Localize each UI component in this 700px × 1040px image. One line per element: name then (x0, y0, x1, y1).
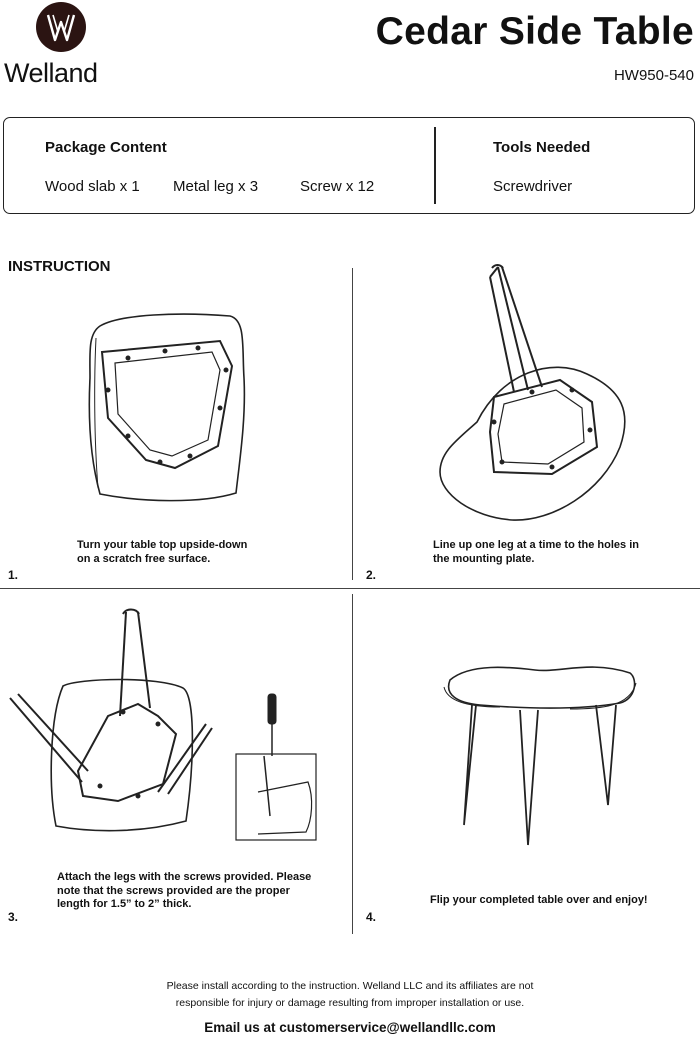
step-text-line: Attach the legs with the screws provided. Please (57, 871, 312, 883)
contact-email: Email us at customerservice@wellandllc.com (204, 1020, 496, 1035)
step-text-line: Line up one leg at a time to the holes in (433, 539, 639, 551)
step-text-line: length for 1.5” to 2” thick. (57, 898, 192, 910)
brand-logo (4, 2, 122, 88)
step-number: 4. (366, 910, 377, 924)
grid-divider-vertical-bottom (352, 594, 353, 934)
step-2-text (433, 539, 639, 566)
step-1-illustration (80, 308, 250, 508)
step-text-line: the mounting plate. (433, 552, 535, 565)
package-item: Screw x 12 (300, 178, 375, 195)
step-4-text (430, 894, 648, 908)
model-number: HW950-540 (613, 67, 694, 84)
disclaimer (0, 978, 700, 1012)
instruction-heading: INSTRUCTION (8, 258, 111, 275)
package-item: Metal leg x 3 (173, 178, 259, 195)
step-number: 1. (8, 568, 19, 582)
grid-divider-vertical-top (352, 268, 353, 580)
step-text-line: on a scratch free surface. (77, 552, 211, 565)
step-1-text (77, 539, 247, 566)
package-content-heading: Package Content (45, 139, 167, 156)
step-4-illustration (440, 655, 640, 855)
page-title: Cedar Side Table (375, 10, 694, 53)
tool-item: Screwdriver (493, 178, 573, 195)
step-number: 2. (366, 568, 377, 582)
box-divider (434, 127, 436, 204)
disclaimer-line: responsible for injury or damage resulting from improper installation or use. (175, 997, 525, 1009)
step-2-illustration (432, 262, 642, 532)
package-content-box (3, 117, 695, 214)
step-3-text (57, 871, 311, 912)
brand-name: Welland (4, 58, 98, 88)
step-number: 3. (8, 910, 19, 924)
step-text-line: Flip your completed table over and enjoy! (430, 894, 648, 906)
step-3-illustration (8, 606, 318, 846)
disclaimer-line: Please install according to the instruction. Welland LLC and its affiliates are not (166, 980, 534, 992)
welland-logo-icon (36, 2, 86, 52)
step-text-line: Turn your table top upside-down (77, 539, 248, 551)
package-item: Wood slab x 1 (45, 178, 140, 195)
tools-needed-heading: Tools Needed (493, 139, 591, 156)
grid-divider-horizontal (0, 588, 700, 589)
step-text-line: note that the screws provided are the proper (57, 884, 290, 897)
